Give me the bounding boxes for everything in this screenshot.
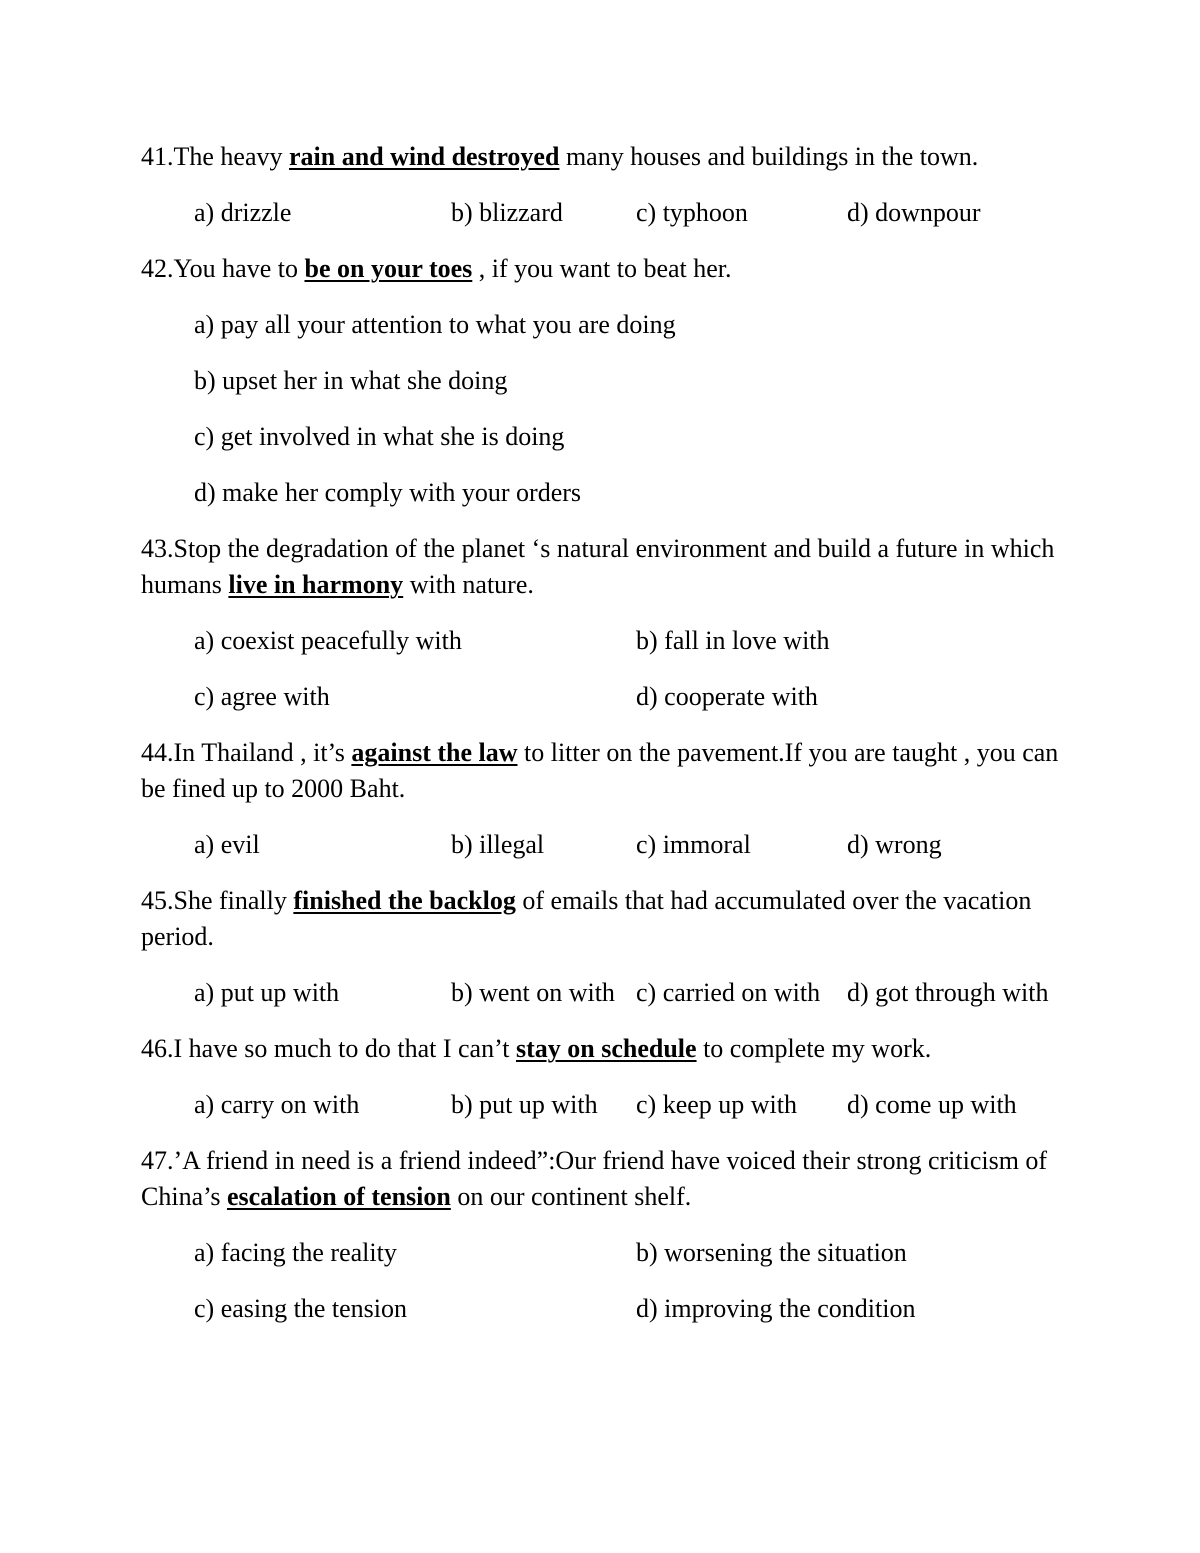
option-a: a) drizzle [194,198,292,227]
option-d: d) make her comply with your orders [194,478,582,507]
option-b: b) went on with [451,978,615,1007]
question-text-before: I have so much to do that I can’t [173,1034,516,1063]
highlighted-phrase: live in harmony [228,570,404,599]
question-44 [141,735,1081,807]
highlighted-phrase: against the law [351,738,518,767]
option-b: b) put up with [451,1090,598,1119]
option-d: d) wrong [847,830,942,859]
option-c: c) typhoon [636,198,748,227]
option-c: c) agree with [194,682,330,711]
option-a: a) carry on with [194,1090,360,1119]
option-b: b) blizzard [451,198,563,227]
highlighted-phrase: rain and wind destroyed [289,142,560,171]
highlighted-phrase: finished the backlog [293,886,516,915]
option-c: c) immoral [636,830,751,859]
option-c: c) get involved in what she is doing [194,422,565,451]
option-d: d) cooperate with [636,682,818,711]
option-d: d) downpour [847,198,981,227]
question-text-before: She finally [173,886,294,915]
question-text-after: , if you want to beat her. [472,254,732,283]
option-b: b) worsening the situation [636,1238,907,1267]
question-47 [141,1143,1081,1215]
highlighted-phrase: be on your toes [304,254,473,283]
question-text-after: many houses and buildings in the town. [559,142,979,171]
option-d: d) got through with [847,978,1049,1007]
option-a: a) put up with [194,978,340,1007]
question-text-after: on our continent shelf. [450,1182,692,1211]
option-c: c) easing the tension [194,1294,407,1323]
question-text-after: with nature. [403,570,534,599]
highlighted-phrase: stay on schedule [515,1034,697,1063]
question-text-after: of emails that had accumulated over the vacation period. [141,886,1032,951]
question-number: 46. [141,1034,174,1063]
highlighted-phrase: escalation of tension [226,1182,451,1211]
question-42 [141,251,1081,287]
question-text-before: The heavy [173,142,290,171]
question-text-after: to litter on the pavement.If you are taught , you can be fined up to 2000 Baht. [141,738,1059,803]
option-a: a) evil [194,830,260,859]
option-d: d) improving the condition [636,1294,916,1323]
question-number: 43. [141,534,174,563]
option-b: b) fall in love with [636,626,830,655]
option-b: b) illegal [451,830,545,859]
question-text-before: In Thailand , it’s [173,738,352,767]
question-number: 41. [141,142,174,171]
question-text-before: Stop the degradation of the planet ‘s natural environment and build a future in which humans [141,534,1055,599]
option-b: b) upset her in what she doing [194,366,508,395]
option-c: c) carried on with [636,978,821,1007]
option-a: a) pay all your attention to what you are doing [194,310,676,339]
question-number: 47. [141,1146,174,1175]
option-a: a) facing the reality [194,1238,397,1267]
option-d: d) come up with [847,1090,1017,1119]
question-number: 42. [141,254,174,283]
question-41 [141,139,1081,175]
option-a: a) coexist peacefully with [194,626,462,655]
question-text-after: to complete my work. [696,1034,932,1063]
option-c: c) keep up with [636,1090,798,1119]
question-46 [141,1031,1081,1067]
question-number: 45. [141,886,174,915]
question-45 [141,883,1081,955]
question-43 [141,531,1081,603]
question-text-before: You have to [173,254,305,283]
question-number: 44. [141,738,174,767]
question-text-before: ’A friend in need is a friend indeed”:Our friend have voiced their strong criticism of China’s [141,1146,1048,1211]
